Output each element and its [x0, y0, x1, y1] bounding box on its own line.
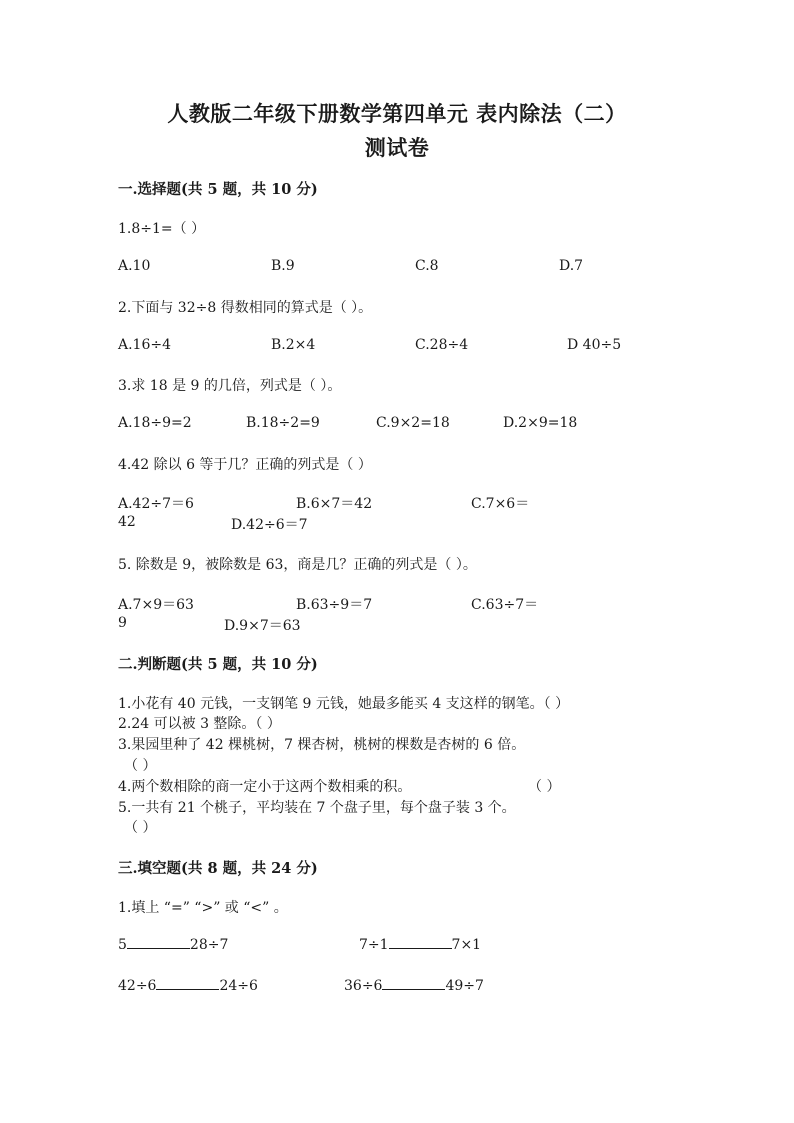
- question-3-option-c: C.9×2=18: [376, 415, 450, 431]
- compare-item-1-left: 5: [118, 937, 127, 953]
- question-5-stem: 5. 除数是 9，被除数是 63，商是几？正确的列式是（ ）。: [118, 557, 477, 573]
- compare-item-4-left: 36÷6: [344, 978, 383, 994]
- answer-blank[interactable]: [127, 936, 190, 949]
- compare-item-3-left: 42÷6: [118, 978, 157, 994]
- question-4-option-d: D.42÷6＝7: [231, 517, 308, 533]
- compare-item-1: [118, 936, 228, 953]
- question-4-option-c: C.7×6＝: [471, 496, 530, 512]
- compare-item-2-right: 7×1: [451, 937, 482, 953]
- section-heading-choice: 一.选择题(共 5 题，共 10 分): [118, 181, 318, 198]
- question-5-option-c: C.63÷7＝: [471, 597, 539, 613]
- question-4-stem: 4.42 除以 6 等于几？正确的列式是（ ）: [118, 457, 372, 473]
- question-1-option-a: A.10: [118, 258, 151, 274]
- judgement-line-2: 2.24 可以被 3 整除。（ ）: [118, 716, 281, 732]
- question-5-option-a: A.7×9＝63: [118, 597, 194, 613]
- page-subtitle: 测试卷: [364, 135, 430, 160]
- question-5-option-d: D.9×7＝63: [224, 618, 301, 634]
- question-5-option-b: B.63÷9＝7: [296, 597, 373, 613]
- question-2-option-d: D 40÷5: [567, 337, 622, 353]
- compare-item-2-left: 7÷1: [359, 937, 389, 953]
- question-3-option-a: A.18÷9=2: [118, 415, 192, 431]
- question-1-option-b: B.9: [271, 258, 295, 274]
- question-3-option-d: D.2×9=18: [503, 415, 578, 431]
- fill-question-1-stem: 1.填上 “=” “>” 或 “<” 。: [118, 900, 288, 916]
- question-2-option-c: C.28÷4: [415, 337, 469, 353]
- question-4-option-a: A.42÷7＝6: [118, 496, 194, 512]
- question-4-option-c-cont: 42: [118, 514, 136, 530]
- judgement-line-3-bracket: （ ）: [124, 758, 157, 774]
- section-heading-judgement: 二.判断题(共 5 题，共 10 分): [118, 656, 318, 673]
- question-1-option-c: C.8: [415, 258, 439, 274]
- question-5-option-c-cont: 9: [118, 615, 127, 631]
- judgement-line-5-bracket: （ ）: [124, 820, 157, 836]
- compare-item-3-right: 24÷6: [219, 978, 258, 994]
- section-heading-fill: 三.填空题(共 8 题，共 24 分): [118, 860, 318, 877]
- question-4-option-b: B.6×7＝42: [296, 496, 373, 512]
- question-1-stem: 1.8÷1=（ ）: [118, 221, 206, 237]
- answer-blank[interactable]: [156, 977, 219, 990]
- question-3-stem: 3.求 18 是 9 的几倍，列式是（ ）。: [118, 378, 342, 394]
- question-1-option-d: D.7: [559, 258, 584, 274]
- compare-item-4: [344, 977, 484, 994]
- question-2-option-b: B.2×4: [271, 337, 316, 353]
- compare-item-4-right: 49÷7: [445, 978, 484, 994]
- compare-item-2: [359, 936, 481, 953]
- judgement-line-1: 1.小花有 40 元钱，一支钢笔 9 元钱，她最多能买 4 支这样的钢笔。（ ）: [118, 696, 570, 712]
- compare-item-3: [118, 977, 258, 994]
- compare-item-1-right: 28÷7: [189, 937, 229, 953]
- judgement-line-4-bracket: （ ）: [528, 779, 561, 795]
- judgement-line-4: 4.两个数相除的商一定小于这两个数相乘的积。: [118, 779, 412, 795]
- judgement-line-3: 3.果园里种了 42 棵桃树，7 棵杏树，桃树的棵数是杏树的 6 倍。: [118, 737, 526, 753]
- question-3-option-b: B.18÷2=9: [246, 415, 320, 431]
- answer-blank[interactable]: [382, 977, 445, 990]
- answer-blank[interactable]: [389, 936, 452, 949]
- page-title: 人教版二年级下册数学第四单元 表内除法（二）: [167, 101, 627, 126]
- question-2-option-a: A.16÷4: [118, 337, 172, 353]
- judgement-line-5: 5.一共有 21 个桃子，平均装在 7 个盘子里，每个盘子装 3 个。: [118, 800, 516, 816]
- question-2-stem: 2.下面与 32÷8 得数相同的算式是（ ）。: [118, 300, 373, 316]
